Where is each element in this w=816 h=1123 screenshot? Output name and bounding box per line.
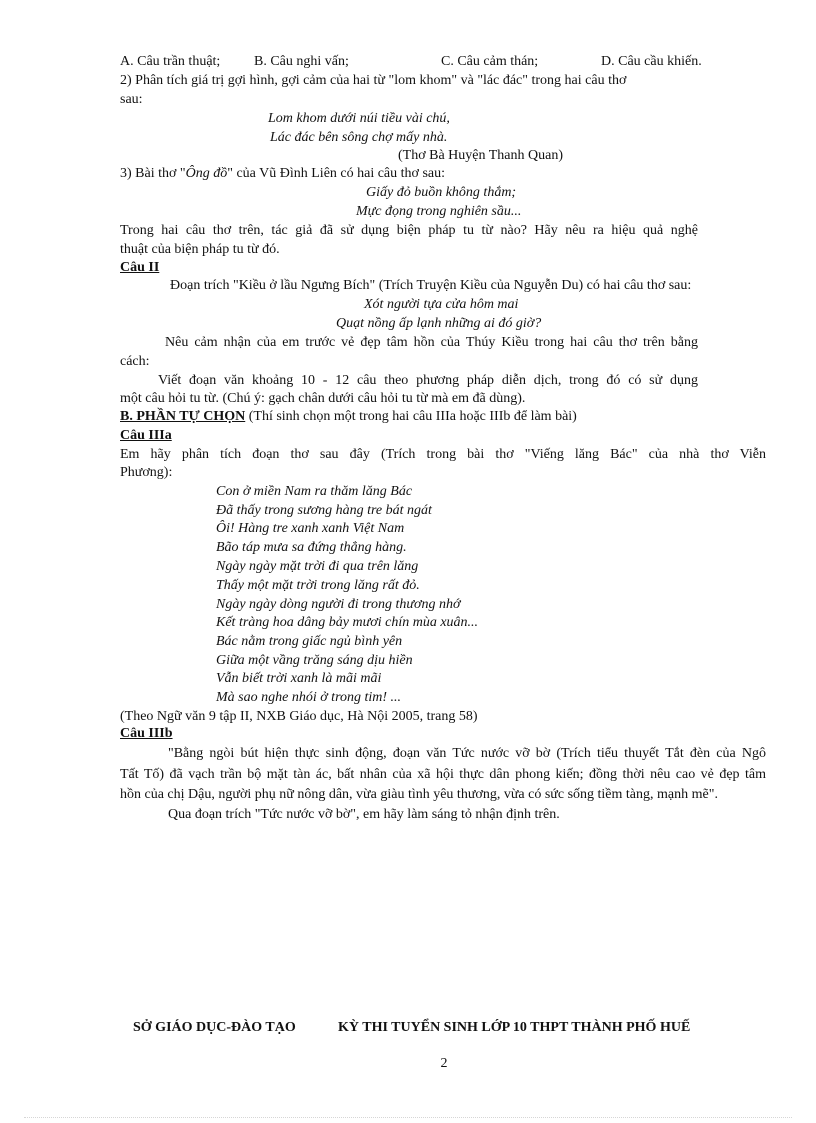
option-c: C. Câu cảm thán;: [441, 54, 539, 69]
q3-task-line-1: Trong hai câu thơ trên, tác giả đã sử dụng biện pháp tu từ nào? Hãy nêu ra hiệu quả nghệ: [120, 223, 698, 238]
cau-iiia-source: (Theo Ngữ văn 9 tập II, NXB Giáo dục, Hà Nội 2005, trang 58): [120, 709, 478, 724]
poem-line: Ôi! Hàng tre xanh xanh Việt Nam: [216, 521, 405, 536]
cau-ii-heading: Câu II: [120, 260, 160, 275]
cau-iiib-heading: Câu IIIb: [120, 726, 173, 741]
part-b-note: (Thí sinh chọn một trong hai câu IIIa hoặc IIIb để làm bài): [245, 409, 577, 424]
q3-verse-1: Giấy đỏ buồn không thắm;: [366, 185, 517, 200]
poem-line: Ngày ngày mặt trời đi qua trên lăng: [216, 559, 419, 574]
q3-poem-title: Ông đồ: [185, 166, 228, 181]
cau-iiib-para-line-3: hồn của chị Dậu, người phụ nữ nông dân, vừa giàu tình yêu thương, vừa có sức sống tiềm tàng, mạnh mẽ".: [120, 787, 718, 802]
cau-iiib-para-2: Qua đoạn trích "Tức nước vỡ bờ", em hãy làm sáng tỏ nhận định trên.: [168, 807, 560, 822]
cau-ii-task-line-3: Viết đoạn văn khoảng 10 - 12 câu theo phương pháp diễn dịch, trong đó có sử dụng: [158, 373, 698, 388]
cau-iiia-heading: Câu IIIa: [120, 428, 172, 443]
poem-line: Thấy một mặt trời trong lăng rất đỏ.: [216, 578, 420, 593]
q3-line-1-post: " của Vũ Đình Liên có hai câu thơ sau:: [227, 166, 445, 181]
cau-iiia-intro-line-2: Phương):: [120, 465, 173, 480]
poem-line: Ngày ngày dòng người đi trong thương nhớ: [216, 597, 461, 612]
footer-department: SỞ GIÁO DỤC-ĐÀO TẠO: [133, 1020, 296, 1035]
cau-ii-verse-2: Quạt nồng ấp lạnh những ai đó giờ?: [336, 316, 542, 331]
part-b-heading: B. PHẦN TỰ CHỌN: [120, 409, 246, 424]
poem-line: Kết tràng hoa dâng bảy mươi chín mùa xuân...: [216, 615, 479, 630]
q3-line-1: [120, 165, 445, 183]
q2-verse-2: Lác đác bên sông chợ mấy nhà.: [270, 130, 448, 145]
page-number: 2: [440, 1056, 448, 1071]
q3-line-1-pre: 3) Bài thơ ": [120, 166, 186, 181]
poem-line: Con ở miền Nam ra thăm lăng Bác: [216, 484, 413, 499]
option-a: A. Câu trần thuật;: [120, 54, 221, 69]
cau-ii-task-line-1: Nêu cảm nhận của em trước vẻ đẹp tâm hồn của Thúy Kiều trong hai câu thơ trên bằng: [165, 335, 698, 350]
part-b-line: [120, 408, 577, 426]
poem-line: Bão táp mưa sa đứng thẳng hàng.: [216, 540, 407, 555]
cau-ii-task-line-2: cách:: [120, 354, 150, 369]
option-d: D. Câu cầu khiến.: [601, 54, 702, 69]
poem-line: Giữa một vầng trăng sáng dịu hiền: [216, 653, 413, 668]
cau-ii-task-line-4: một câu hỏi tu từ. (Chú ý: gạch chân dưới câu hỏi tu từ mà em đã dùng).: [120, 391, 526, 406]
poem-line: Bác nằm trong giấc ngủ bình yên: [216, 634, 403, 649]
cau-ii-intro: Đoạn trích "Kiều ở lầu Ngưng Bích" (Trích Truyện Kiều của Nguyễn Du) có hai câu thơ sau:: [170, 278, 692, 293]
q3-task-line-2: thuật của biện pháp tu từ đó.: [120, 242, 280, 257]
poem-line: Mà sao nghe nhói ở trong tim! ...: [216, 690, 402, 705]
option-b: B. Câu nghi vấn;: [254, 54, 349, 69]
q2-source: (Thơ Bà Huyện Thanh Quan): [398, 148, 563, 163]
cau-iiib-para-line-2: Tất Tố) đã vạch trần bộ mặt tàn ác, bất nhân của xã hội thực dân phong kiến; đồng thời nêu cao vẻ đẹp tâm: [120, 767, 766, 782]
q2-line-2: sau:: [120, 92, 143, 107]
cau-ii-verse-1: Xót người tựa cửa hôm mai: [364, 297, 519, 312]
q2-verse-1: Lom khom dưới núi tiều vài chú,: [268, 111, 450, 126]
q2-line-1: 2) Phân tích giá trị gợi hình, gợi cảm của hai từ "lom khom" và "lác đác" trong hai câu thơ: [120, 73, 627, 88]
page-bottom-divider: [24, 1117, 792, 1118]
poem-line: Vẫn biết trời xanh là mãi mãi: [216, 671, 382, 686]
poem-line: Đã thấy trong sương hàng tre bát ngát: [216, 503, 432, 518]
cau-iiib-para-line-1: "Bằng ngòi bút hiện thực sinh động, đoạn văn Tức nước vỡ bờ (Trích tiểu thuyết Tắt đèn của Ngô: [168, 746, 766, 761]
q3-verse-2: Mực đọng trong nghiên sầu...: [356, 204, 522, 219]
cau-iiia-intro-line-1: Em hãy phân tích đoạn thơ sau đây (Trích trong bài thơ "Viếng lăng Bác" của nhà thơ Viễn: [120, 447, 766, 462]
footer-exam-title: KỲ THI TUYỂN SINH LỚP 10 THPT THÀNH PHỐ HUẾ: [338, 1020, 691, 1035]
